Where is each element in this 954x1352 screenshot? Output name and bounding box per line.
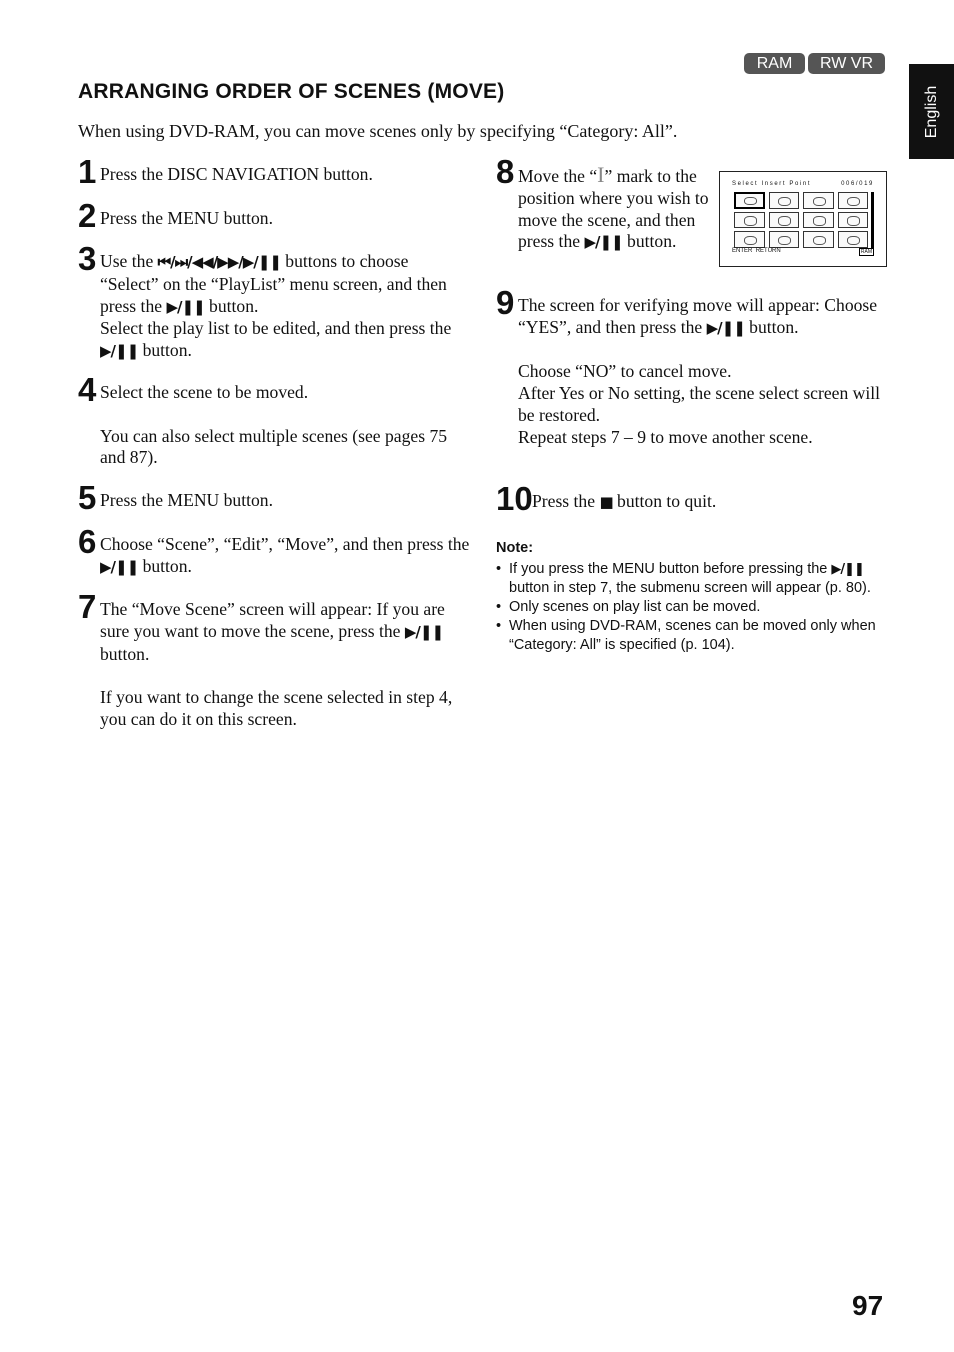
play-pause-icon: ▶/❚❚	[831, 562, 864, 577]
step-text: button.	[627, 231, 677, 252]
play-pause-icon: ▶/❚❚	[166, 297, 205, 316]
step-text: button.	[142, 340, 192, 361]
step-3	[78, 240, 470, 363]
step-5	[78, 479, 470, 516]
note-item: • If you press the MENU button before pressing the ▶/❚❚ button in step 7, the submenu screen will appear (p. 80).	[496, 560, 896, 598]
play-pause-icon: ▶/❚❚	[100, 342, 139, 361]
skip-buttons-icon: ⏮/⏭/◀◀/▶▶/▶/❚❚	[157, 253, 281, 271]
step-text: Press the DISC NAVIGATION button.	[100, 164, 373, 184]
select-insert-point-screen	[719, 171, 887, 267]
step-text: Use the	[100, 251, 154, 271]
play-pause-icon: ▶/❚❚	[100, 557, 139, 576]
scene-thumbnail[interactable]	[769, 192, 800, 209]
step-text: Select the play list to be edited, and then press the	[100, 318, 452, 339]
step-number: 4	[78, 371, 97, 408]
step-text: Select the scene to be moved.	[100, 382, 309, 402]
step-number: 3	[78, 240, 97, 277]
step-text: button.	[749, 316, 799, 337]
step-4	[78, 371, 470, 469]
scene-thumbnail[interactable]	[803, 212, 834, 229]
play-pause-icon: ▶/❚❚	[706, 318, 745, 337]
thumbnail-grid	[734, 192, 868, 248]
scene-thumbnail[interactable]	[734, 212, 765, 229]
step-number: 5	[78, 479, 97, 516]
step-7	[78, 588, 470, 731]
note-item: • When using DVD-RAM, scenes can be moved only when “Category: All” is specified (p. 104).	[496, 617, 896, 655]
scene-thumbnail[interactable]	[838, 212, 869, 229]
language-label: English	[922, 85, 940, 138]
enter-label: ENTER	[732, 248, 753, 254]
step-text: Press the MENU button.	[100, 208, 273, 228]
step-number: 1	[78, 153, 97, 190]
scene-thumbnail[interactable]	[734, 192, 765, 209]
step-text: buttons to choose “Select” on the “PlayList” menu screen, and then press the	[100, 251, 447, 316]
language-tab	[909, 64, 954, 159]
step-text: button.	[209, 295, 259, 316]
page-number: 97	[852, 1290, 884, 1321]
step-text: Press the	[532, 491, 596, 511]
step-1	[78, 153, 470, 190]
step-number: 9	[496, 284, 515, 321]
screen-header: Select Insert Point	[732, 181, 812, 187]
play-pause-icon: ▶/❚❚	[584, 233, 623, 252]
intro-text: When using DVD-RAM, you can move scenes only by specifying “Category: All”.	[78, 121, 678, 141]
step-text: The “Move Scene” screen will appear: If you are sure you want to move the scene, press the	[100, 599, 445, 641]
step-number: 2	[78, 197, 97, 234]
step-8	[496, 153, 714, 254]
step-number: 6	[78, 523, 97, 560]
step-6	[78, 523, 470, 579]
step-note: If you want to change the scene selected in step 4, you can do it on this screen.	[100, 687, 453, 729]
step-text: button.	[142, 555, 192, 576]
step-text: Choose “Scene”, “Edit”, “Move”, and then press the	[100, 534, 470, 554]
note-list	[496, 560, 896, 655]
note-item: • Only scenes on play list can be moved.	[496, 598, 896, 617]
note-section	[496, 539, 896, 655]
step-number: 7	[78, 588, 97, 625]
scene-thumbnail[interactable]	[803, 192, 834, 209]
note-title: Note:	[496, 540, 534, 556]
scene-thumbnail[interactable]	[734, 231, 765, 248]
step-9	[496, 284, 890, 449]
step-text: button.	[100, 643, 150, 664]
step-text: ” mark to the position where you wish to move the scene, and then press the	[518, 166, 709, 252]
scene-thumbnail[interactable]	[838, 231, 869, 248]
rw-vr-badge: RW VR	[808, 53, 885, 74]
step-note: Choose “NO” to cancel move.	[518, 361, 732, 382]
scene-thumbnail[interactable]	[769, 231, 800, 248]
step-note: You can also select multiple scenes (see pages 75 and 87).	[100, 425, 448, 468]
scene-thumbnail[interactable]	[769, 212, 800, 229]
scroll-bar[interactable]	[871, 192, 874, 248]
insert-mark-icon: I	[597, 162, 605, 187]
step-note: After Yes or No setting, the scene select screen will be restored.	[518, 383, 881, 425]
scene-counter: 006/019	[841, 181, 874, 187]
scene-thumbnail[interactable]	[838, 192, 869, 209]
scene-thumbnail[interactable]	[803, 231, 834, 248]
ram-badge: RAM	[744, 53, 805, 74]
stop-icon: ■	[599, 493, 613, 511]
step-text: Press the MENU button.	[100, 490, 273, 510]
step-text: Move the “	[518, 166, 598, 186]
step-text: button to quit.	[617, 491, 717, 511]
return-label: RETURN	[755, 248, 781, 254]
step-number: 10	[496, 480, 533, 517]
step-10	[496, 480, 892, 517]
step-number: 8	[496, 153, 515, 190]
page-title: ARRANGING ORDER OF SCENES (MOVE)	[78, 80, 505, 103]
disc-type-label: RAM	[860, 249, 872, 255]
step-text: The screen for verifying move will appear: Choose “YES”, and then press the	[518, 295, 878, 337]
play-pause-icon: ▶/❚❚	[404, 622, 444, 641]
step-note: Repeat steps 7 – 9 to move another scene.	[518, 426, 813, 447]
step-2	[78, 197, 470, 234]
